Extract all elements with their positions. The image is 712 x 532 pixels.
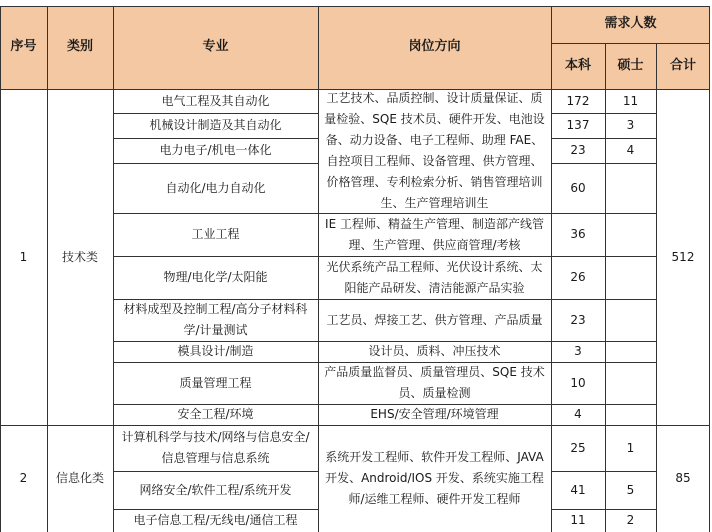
bachelor-count: 26 [570,270,586,284]
master-count [605,404,656,425]
bachelor-count: 41 [570,482,586,497]
major-cell: 质量管理工程 [179,375,252,390]
major-cell: 计算机科学与技术/网络与信息安全/信息管理与信息系统 [121,430,310,465]
master-count: 1 [626,440,635,455]
bachelor-count: 137 [566,118,590,132]
master-count: 4 [626,143,635,157]
group-total: 512 [671,249,695,264]
header-master: 硕士 [605,43,656,89]
group-category: 信息化类 [55,471,104,485]
master-count [605,341,656,362]
bachelor-count: 11 [570,513,586,527]
bachelor-count: 3 [574,344,582,358]
major-cell: 电气工程及其自动化 [161,93,270,108]
master-count [605,362,656,404]
header-bachelor: 本科 [551,43,605,89]
major-cell: 材料成型及控制工程/高分子材料科学/计量测试 [123,302,308,337]
major-cell: 物理/电化学/太阳能 [163,270,268,284]
bachelor-count: 4 [574,407,582,421]
major-cell: 电力电子/机电一体化 [159,143,272,157]
group-category: 技术类 [61,249,98,264]
bachelor-count: 25 [570,440,586,455]
master-count [605,213,656,256]
header-total: 合计 [656,43,710,89]
bachelor-count: 23 [570,312,586,327]
master-count [605,163,656,213]
major-cell: 自动化/电力自动化 [165,180,266,195]
position-cell: 设计员、质料、冲压技术 [368,344,501,358]
bachelor-count: 60 [570,180,586,195]
position-cell: 产品质量监督员、质量管理员、SQE 技术员、质量检测 [324,365,545,400]
position-cell: 光伏系统产品工程师、光伏设计系统、太阳能产品研发、清洁能源产品实验 [326,259,543,295]
header-category: 类别 [47,6,113,89]
position-cell: 工艺员、焊接工艺、供方管理、产品质量 [326,312,543,327]
major-cell: 安全工程/环境 [177,407,254,421]
position-cell: 系统开发工程师、软件开发工程师、JAVA 开发、Android/IOS 开发、系统实施工程师/运维工程师、硬件开发工程师 [325,450,544,506]
position-cell: IE 工程师、精益生产管理、制造部产线管理、生产管理、供应商管理/考核 [325,216,544,252]
master-count: 2 [626,513,635,527]
master-count: 5 [626,482,635,497]
bachelor-count: 10 [570,375,586,390]
bachelor-count: 23 [570,143,586,157]
header-major: 专业 [113,6,318,89]
position-cell: EHS/安全管理/环境管理 [370,407,499,421]
bachelor-count: 172 [566,93,590,108]
bachelor-count: 36 [570,227,586,241]
position-cell: 工艺技术、品质控制、设计质量保证、质量检验、SQE 技术员、硬件开发、电池设备、动力设备、电子工程师、助理 FAE、自控项目工程师、设备管理、供方管理、价格管理、专利检索分析、销售管理培训生、生产管理培训生 [324,91,545,210]
major-cell: 模具设计/制造 [177,344,254,358]
master-count [605,256,656,299]
major-cell: 电子信息工程/无线电/通信工程 [133,513,298,527]
master-count [605,299,656,341]
header-demand: 需求人数 [551,6,710,43]
major-cell: 网络安全/软件工程/系统开发 [139,482,292,497]
header-position: 岗位方向 [318,6,551,89]
master-count: 11 [622,93,639,108]
master-count: 3 [626,118,635,132]
major-cell: 机械设计制造及其自动化 [149,118,282,132]
header-seq: 序号 [0,6,47,89]
group-seq: 2 [19,471,28,485]
group-total: 85 [675,471,691,485]
group-seq: 1 [19,249,28,264]
major-cell: 工业工程 [191,227,240,241]
